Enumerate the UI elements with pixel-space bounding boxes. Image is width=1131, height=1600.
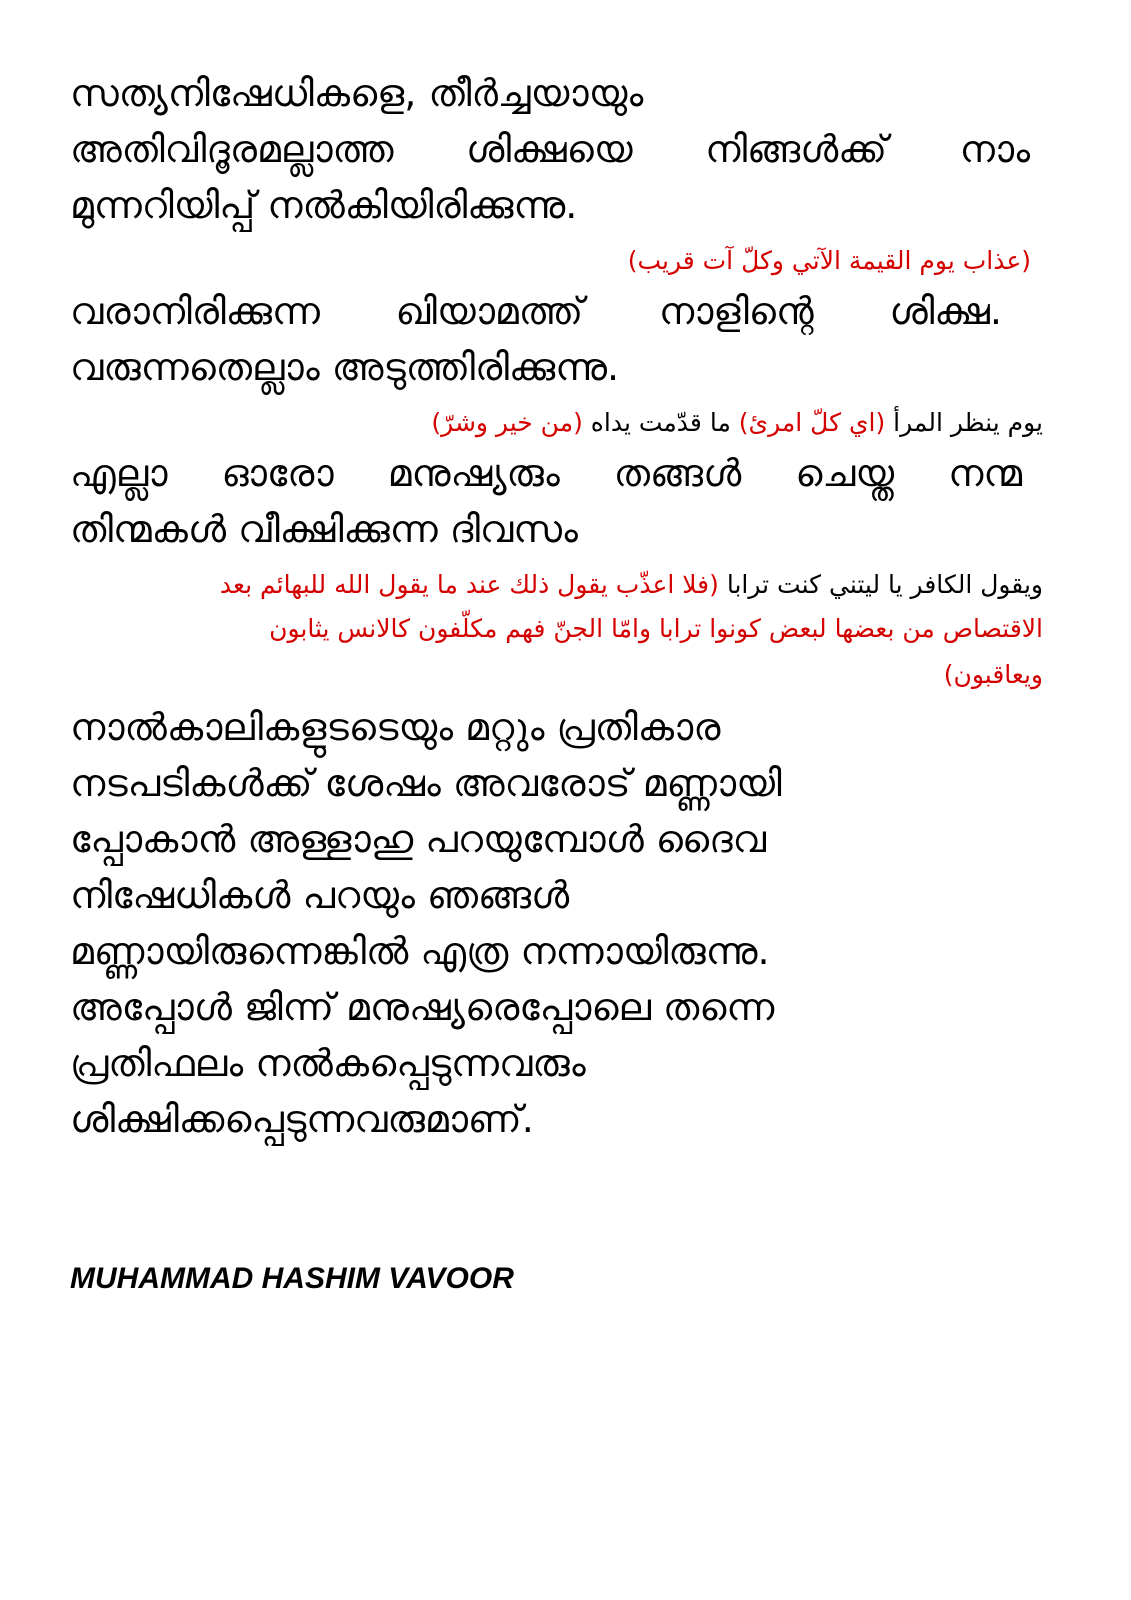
malayalam-line: വരുന്നതെല്ലാം അടുത്തിരിക്കുന്നു. <box>70 345 620 389</box>
malayalam-line: ശിക്ഷിക്കപ്പെടുന്നവരുമാണ്. <box>70 1097 534 1141</box>
malayalam-line: മുന്നറിയിപ്പ് നൽകിയിരിക്കുന്നു. <box>70 183 578 227</box>
arabic-text: ويقول الكافر يا ليتني كنت ترابا <box>718 570 1043 599</box>
malayalam-line: അപ്പോൾ ജിന്ന് മനുഷ്യരെപ്പോലെ തന്നെ <box>70 985 775 1029</box>
arabic-note <box>220 562 1043 608</box>
malayalam-line: തിന്മകൾ വീക്ഷിക്കുന്ന ദിവസം <box>70 507 578 551</box>
arabic-gloss: (من خير وشرّ) <box>431 408 583 437</box>
arabic-text: ما قدّمت يداه <box>582 408 739 437</box>
malayalam-line: നിഷേധികൾ പറയും ഞങ്ങൾ <box>70 873 570 917</box>
malayalam-line: എല്ലാ ഓരോ മനുഷ്യരും തങ്ങൾ ചെയ്ത നന്മ <box>70 451 1022 495</box>
malayalam-line: നടപടികൾക്ക് ശേഷം അവരോട് മണ്ണായി <box>70 761 782 805</box>
arabic-gloss: (اي كلّ امرئ) <box>738 408 886 437</box>
arabic-text: يوم ينظر المرأ <box>885 408 1043 437</box>
malayalam-line: അതിവിദൂരമല്ലാത്ത ശിക്ഷയെ നിങ്ങൾക്ക് നാം <box>70 127 1030 171</box>
malayalam-line: വരാനിരിക്കുന്ന ഖിയാമത്ത് നാളിന്റെ ശിക്ഷ. <box>70 289 1002 333</box>
malayalam-line: സത്യനിഷേധികളെ, തീർച്ചയായും <box>70 71 644 115</box>
author-signature: MUHAMMAD HASHIM VAVOOR <box>70 1262 514 1295</box>
arabic-note: (عذاب يوم القيمة الآتي وكلّ آت قريب) <box>627 246 1031 275</box>
malayalam-line: മണ്ണായിരുന്നെങ്കിൽ എത്ര നന്നായിരുന്നു. <box>70 929 770 973</box>
arabic-gloss: ويعاقبون) <box>943 660 1043 689</box>
malayalam-line: നാൽകാലികളുടടെയും മറ്റും പ്രതികാര <box>70 705 721 749</box>
arabic-note <box>431 400 1043 446</box>
arabic-gloss: الاقتصاص من بعضها لبعض كونوا ترابا وامّا الجنّ فهم مكلّفون كالانس يثابون <box>269 614 1043 643</box>
malayalam-line: പ്രതിഫലം നൽകപ്പെടുന്നവരും <box>70 1041 586 1085</box>
arabic-gloss: (فلا اعذّب يقول ذلك عند ما يقول الله للبهائم بعد <box>219 570 719 599</box>
malayalam-line: പ്പോകാൻ അള്ളാഹു പറയുമ്പോൾ ദൈവ <box>70 817 766 861</box>
